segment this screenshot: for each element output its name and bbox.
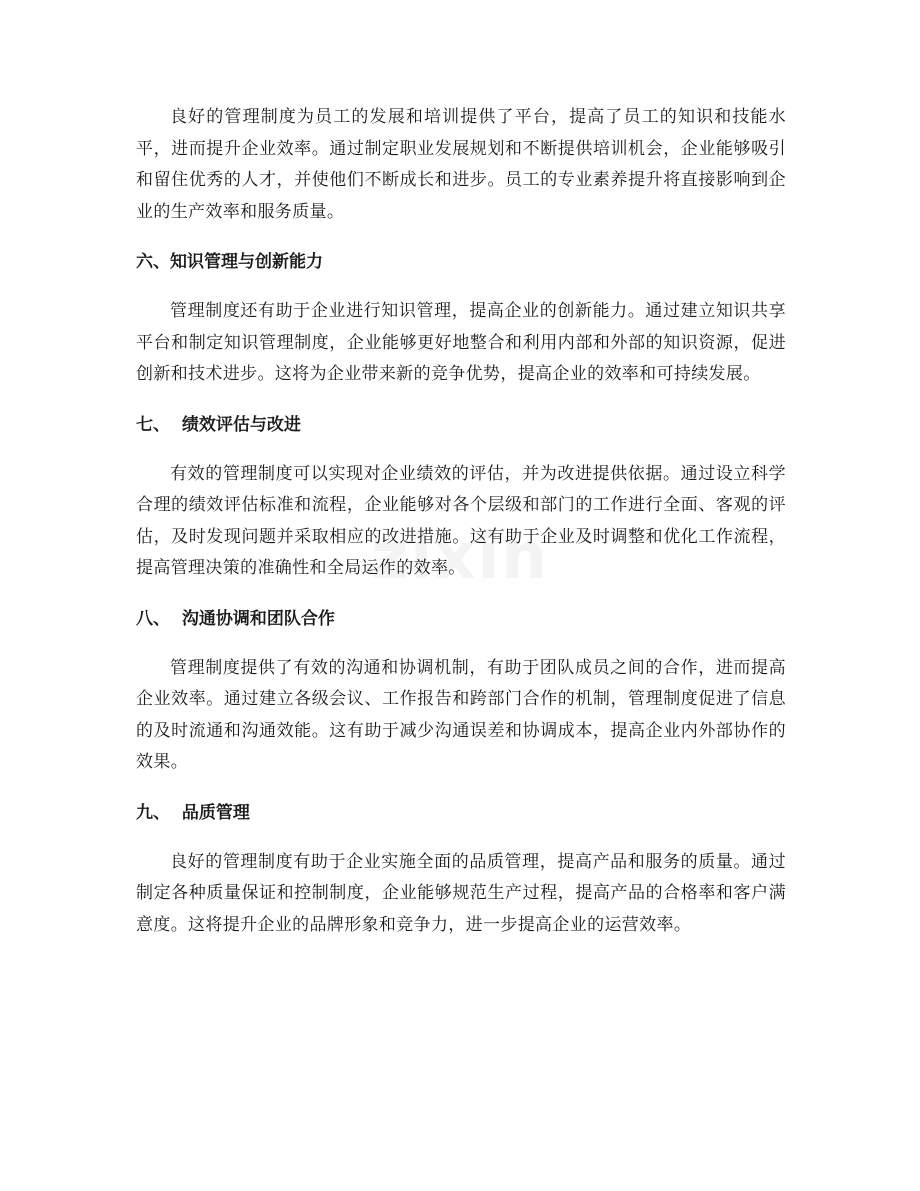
- section-heading-7: 七、 绩效评估与改进: [136, 414, 301, 435]
- section-paragraph-7: 有效的管理制度可以实现对企业绩效的评估，并为改进提供依据。通过设立科学合理的绩效评估标准和流程，企业能够对各个层级和部门的工作进行全面、客观的评估，及时发现问题并采取相应的改进措施。这有助于企业及时调整和优化工作流程，提高管理决策的准确性和全局运作的效率。: [136, 463, 786, 578]
- section-paragraph-9: 良好的管理制度有助于企业实施全面的品质管理，提高产品和服务的质量。通过制定各种质量保证和控制制度，企业能够规范生产过程，提高产品的合格率和客户满意度。这将提升企业的品牌形象和竞争力，进一步提高企业的运营效率。: [136, 851, 786, 935]
- section-heading-9: 九、 品质管理: [136, 802, 250, 823]
- document-body: [136, 102, 786, 941]
- section-heading-8: 八、 沟通协调和团队合作: [136, 608, 335, 629]
- section-paragraph-8: 管理制度提供了有效的沟通和协调机制，有助于团队成员之间的合作，进而提高企业效率。通过建立各级会议、工作报告和跨部门合作的机制，管理制度促进了信息的及时流通和沟通效能。这有助于减少沟通误差和协调成本，提高企业内外部协作的效果。: [136, 657, 786, 772]
- section-paragraph-6: 管理制度还有助于企业进行知识管理，提高企业的创新能力。通过建立知识共享平台和制定知识管理制度，企业能够更好地整合和利用内部和外部的知识资源，促进创新和技术进步。这将为企业带来新的竞争优势，提高企业的效率和可持续发展。: [136, 301, 786, 384]
- section-heading-6: 六、知识管理与创新能力: [136, 252, 323, 272]
- intro-paragraph: 良好的管理制度为员工的发展和培训提供了平台，提高了员工的知识和技能水平，进而提升企业效率。通过制定职业发展规划和不断提供培训机会，企业能够吸引和留住优秀的人才，并使他们不断成长和进步。员工的专业素养提升将直接影响到企业的生产效率和服务质量。: [136, 107, 786, 222]
